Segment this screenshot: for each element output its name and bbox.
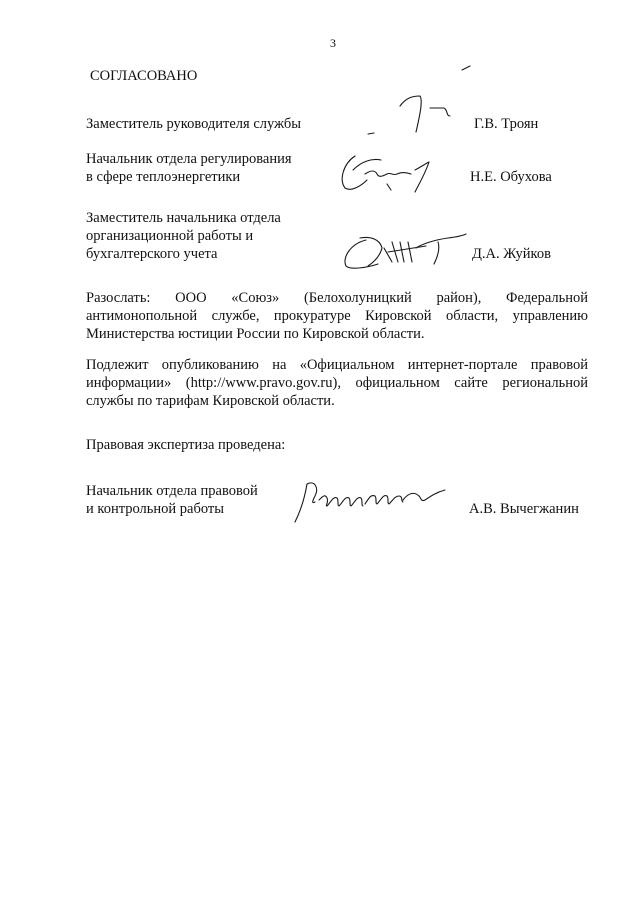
legal-signatory-position-line-1: Начальник отдела правовой [86,483,258,499]
page-number: 3 [330,36,336,50]
signatory-3-position-line-1: Заместитель начальника отдела [86,210,281,226]
signatory-3-position-line-3: бухгалтерского учета [86,246,218,262]
publication-paragraph: Подлежит опубликованию на «Официальном интернет-портале правовой информации» (http://www.pravo.gov.ru), официальном сайте региональной службы по тарифам Кировской области. [86,357,588,409]
legal-review-label: Правовая экспертиза проведена: [86,437,286,453]
signature-2-image [335,140,435,200]
signatory-2-name: Н.Е. Обухова [470,169,552,185]
signatory-2-position-line-1: Начальник отдела регулирования [86,151,292,167]
signatory-1-position: Заместитель руководителя службы [86,116,302,132]
distribution-paragraph: Разослать: ООО «Союз» (Белохолуницкий район), Федеральной антимонопольной службе, прокуратуре Кировской области, управлению Министерства юстиции России по Кировской области. [86,290,588,342]
legal-signatory-position-line-2: и контрольной работы [86,501,224,517]
approval-heading: СОГЛАСОВАНО [90,68,198,84]
signatory-2-position-line-2: в сфере теплоэнергетики [86,169,241,185]
legal-signatory-name: А.В. Вычегжанин [469,501,579,517]
signatory-3-name: Д.А. Жуйков [472,246,551,262]
signature-4-image [285,470,455,530]
signatory-3-position-line-2: организационной работы и [86,228,254,244]
signature-1-image [360,70,460,140]
signature-3-image [338,222,468,282]
signatory-1-name: Г.В. Троян [474,116,539,132]
